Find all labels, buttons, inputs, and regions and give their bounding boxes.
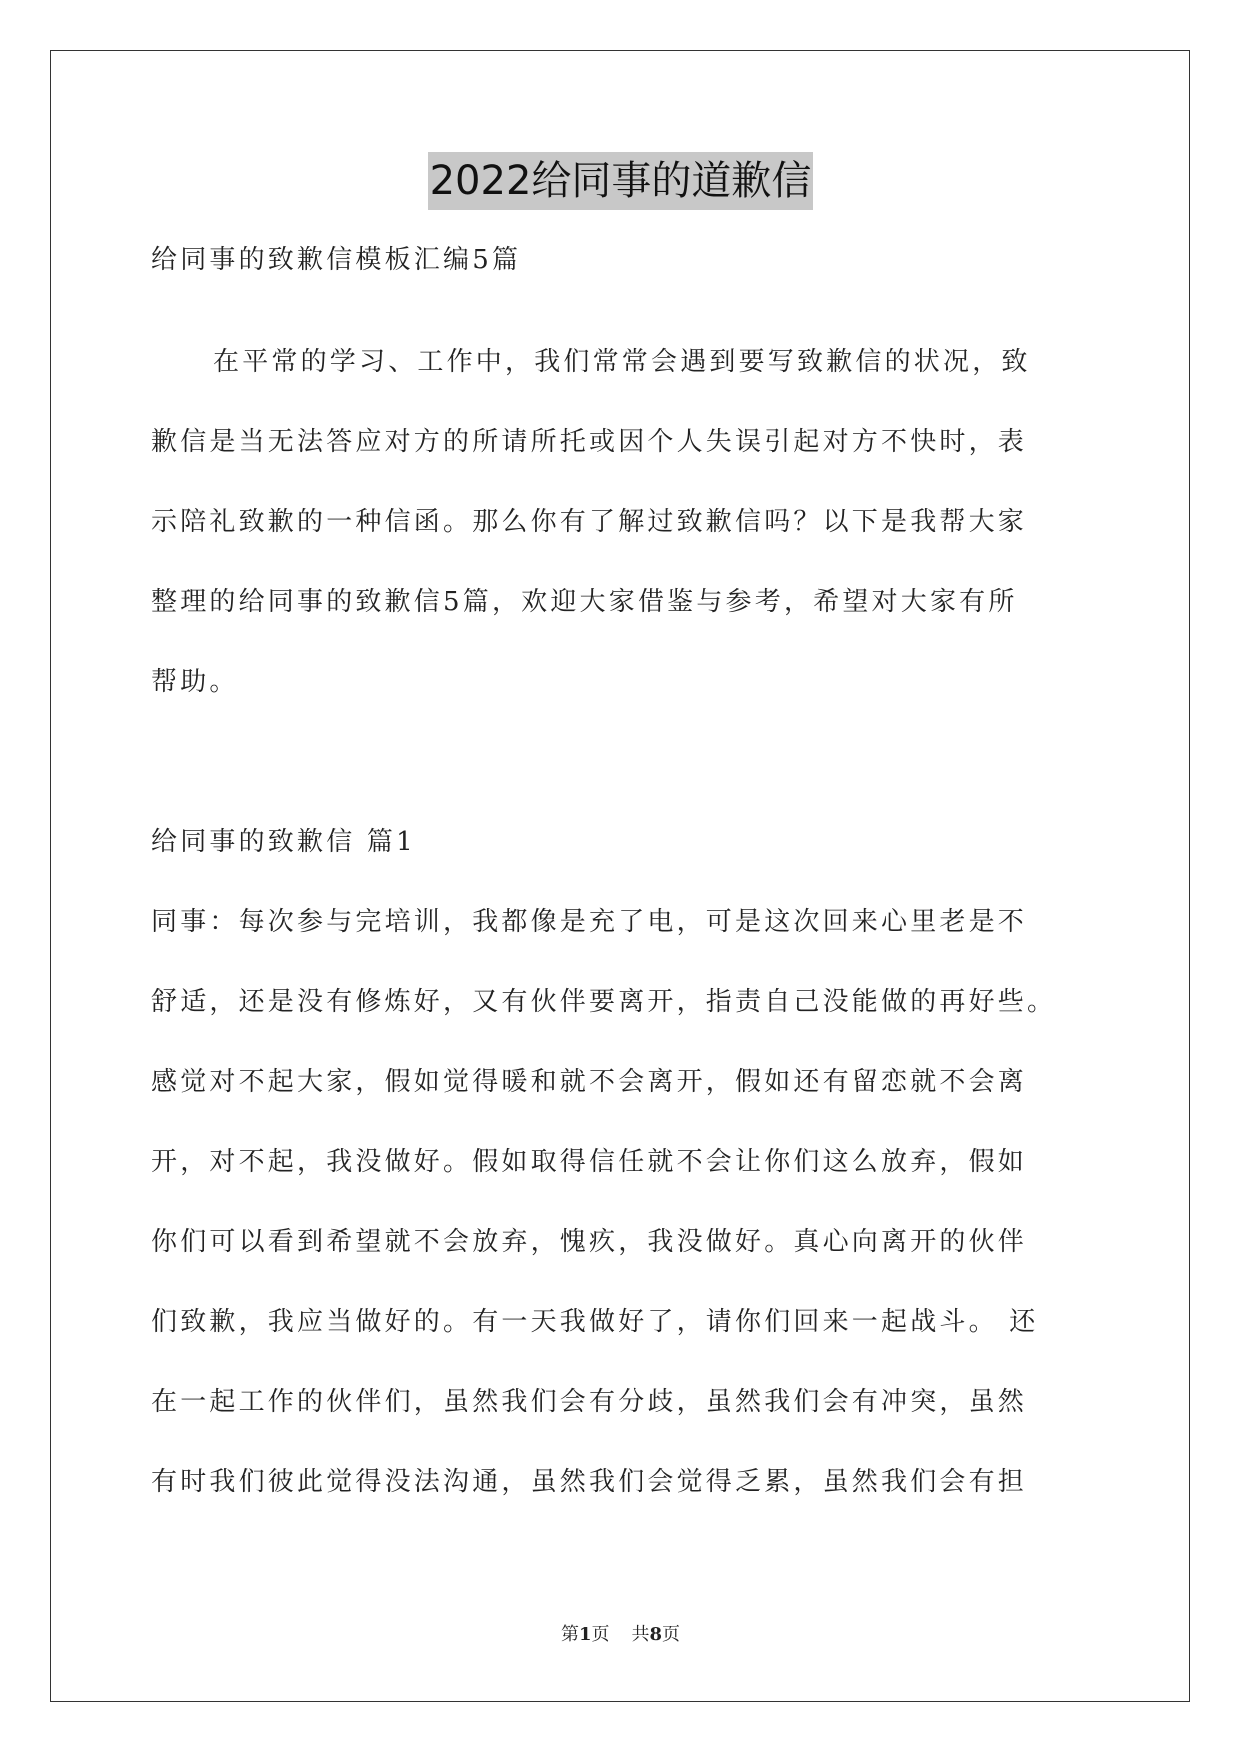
body-line: 开，对不起，我没做好。假如取得信任就不会让你们这么放弃，假如	[151, 1147, 1028, 1177]
intro-line: 帮助。	[151, 667, 239, 697]
page-current: 1	[578, 1624, 592, 1645]
body-line: 们致歉，我应当做好的。有一天我做好了，请你们回来一起战斗。 还	[151, 1307, 1039, 1337]
body-line: 同事：每次参与完培训，我都像是充了电，可是这次回来心里老是不	[151, 907, 1028, 937]
document-title: 2022给同事的道歉信	[428, 152, 814, 210]
page-prefix: 第	[560, 1624, 579, 1645]
intro-line: 整理的给同事的致歉信5篇，欢迎大家借鉴与参考，希望对大家有所	[151, 587, 1018, 617]
intro-line: 示陪礼致歉的一种信函。那么你有了解过致歉信吗？以下是我帮大家	[151, 507, 1028, 537]
body-line: 感觉对不起大家，假如觉得暖和就不会离开，假如还有留恋就不会离	[151, 1067, 1028, 1097]
section-heading: 给同事的致歉信 篇1	[151, 827, 416, 857]
page-total: 8	[649, 1624, 663, 1645]
title-container	[0, 152, 1241, 210]
body-line: 有时我们彼此觉得没法沟通，虽然我们会觉得乏累，虽然我们会有担	[151, 1467, 1028, 1497]
total-suffix: 页	[662, 1624, 681, 1645]
intro-line: 歉信是当无法答应对方的所请所托或因个人失误引起对方不快时，表	[151, 427, 1028, 457]
body-line: 你们可以看到希望就不会放弃，愧疚，我没做好。真心向离开的伙伴	[151, 1227, 1028, 1257]
body-line: 舒适，还是没有修炼好，又有伙伴要离开，指责自己没能做的再好些。	[151, 987, 1057, 1017]
page-footer	[0, 1622, 1241, 1648]
page-suffix: 页	[591, 1624, 610, 1645]
total-prefix: 共	[631, 1624, 650, 1645]
body-line: 在一起工作的伙伴们，虽然我们会有分歧，虽然我们会有冲突，虽然	[151, 1387, 1028, 1417]
page-border	[50, 50, 1190, 1702]
document-subtitle: 给同事的致歉信模板汇编5篇	[151, 245, 522, 275]
intro-line: 在平常的学习、工作中，我们常常会遇到要写致歉信的状况，致	[213, 347, 1031, 377]
